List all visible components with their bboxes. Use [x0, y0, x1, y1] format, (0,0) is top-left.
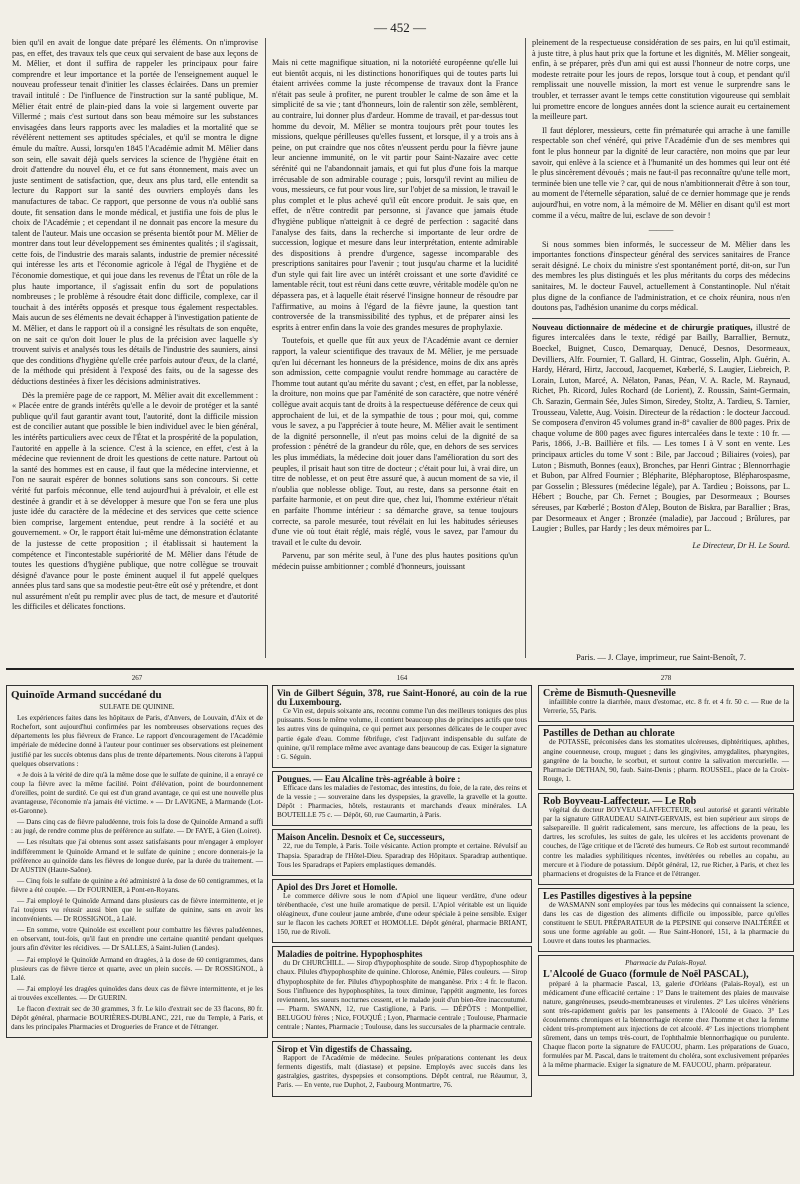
ad-paragraph: — En somme, votre Quinoïde est excellent pour combattre les fièvres paludéennes, en observant, tout-fois, qu'il faut en prendre une certaine quantité pendant quelques jours afin d'éviter les récidives. — Dr SALLES, à Saint-Julien (Landes). — [11, 926, 263, 953]
ad-vin-seguin — [272, 685, 532, 768]
ad-maison-ancelin — [272, 829, 532, 875]
column-divider — [525, 38, 526, 658]
article-paragraph: Si nous sommes bien informés, le successeur de M. Mêlier dans les importantes fonctions d'inspecteur général des services sanitaires de France serait désigné. Le choix du ministre s'est spontanément porté, dit-on, sur l'un des membres les plus distingués et les plus méritants du corps des médecins sanitaires, M. le docteur Fauvel, actuellement à Constantinople. Nul n'était plus digne de la confiance de l'administration, et ce choix réunira, nous n'en doutons pas, l'adhésion unanime du corps médical. — [532, 239, 790, 313]
ad-paragraph: — Dans cinq cas de fièvre paludéenne, trois fois la dose de Quinoïde Armand a suffi : au jugé, de rendre comme plus de préférence au sulfate. — Dr FAYE, à Gien (Loiret). — [11, 818, 263, 836]
ad-pastilles-pepsine — [538, 888, 794, 953]
ad-paragraph: — J'ai employé le Quinoïde Armand dans plusieurs cas de fièvre intermittente, et je l'ai toujours vu réussir aussi bien que le sulfate de quinine, sans en avoir les inconvénients. — Dr ROSSIGNOL, à Lalé. — [11, 896, 263, 924]
ad-chassaing — [272, 1041, 532, 1096]
ad-column-2 — [272, 674, 532, 1178]
ad-text: Le commerce délivre sous le nom d'Apiol une liqueur verdâtre, d'une odeur térébenthacée, c'est une huile aromatique de persil. L'Apiol véritable est un liquide oléagineux, d'une couleur jaune ambrée, d'une odeur spéciale à peine sensible. Exiger sur le flacon les cachets JORET et HOMOLLE. Dépôt général, pharmacie BRIANT, 150, rue de Rivoli. — [277, 891, 527, 937]
article-paragraph: Parvenu, par son mérite seul, à l'une des plus hautes positions qu'un médecin puisse ambitionner ; comblé d'honneurs, jouissant — [272, 551, 518, 571]
article-paragraph: bien qu'il en avait de longue date préparé les éléments. On n'improvise pas, en effet, des travaux tels que ceux qui servaient de base aux leçons de M. Mêlier, et dont il suffira de rappeler les principaux pour faire comprendre et leur importance et la portée de l'enseignement auquel le nouveau professeur tenait d'initier les classes éclairées. Dans un premier travail intitulé : De l'influence de l'instruction sur la santé publique, M. Mêlier était entré de plain-pied dans la voie si largement ouverte par Villermé ; mais c'est surtout dans son beau mémoire sur les substances envisagées dans leurs rapports avec les maladies et la mortalité que se révélèrent nettement ses aptitudes spéciales, et qu'il se montra le digne émule du maître. Aussi, lorsqu'en 1845 l'Académie admit M. Mêlier dans son sein, elle savait déjà quels services la science de l'hygiène était en droit d'attendre du nouvel élu, et ce fut sans étonnement, mais avec un juste sentiment de satisfaction, que, deux ans plus tard, elle entendit sa lecture du Rapport sur la santé des ouvriers employés dans les manufactures de tabac. Ce rapport, que personne de vous n'a oublié sans doute, fit sensation dans le monde médical, et justifia une fois de plus le choix de l'Académie ; et cependant il ne donnait pas encore la mesure du talent de l'auteur. Mais une occasion se présenta bientôt pour M. Mêlier de montrer dans tout leur développement ses éminentes qualités ; il s'agissait, cette fois, de l'industrie des marais salants, industrie de premier nécessité qui intéresse les arts et l'économie agricole à l'égal de l'hygiène et de l'économie domestique, et qui joue dans les revenus de l'État un rôle de la plus haute importance, il s'agissait enfin du sort de populations nombreuses ; le problème à résoudre était donc difficile, complexe, car il touchait à des intérêts opposés et presque tous également respectables. Mais aucun de ses éléments ne devait échapper à l'investigation patiente de M. Mêlier, et dans le rapport où il a consigné les résultats de son enquête, on ne sait ce qu'on doit louer le plus de la précision avec laquelle s'y trouvent suivis et analysés tous les détails de l'industrie des sauniers, ainsi que des conditions d'hygiène qu'elle crée parfois autour d'eux, de la clarté, de la méthode qui président à l'exposé des faits, ou de la sagesse des déductions destinées à fixer les décisions administratives. — [12, 38, 258, 386]
ad-paragraph: — Les résultats que j'ai obtenus sont assez satisfaisants pour m'engager à employer indifféremment le Quinoïde Armand et le sulfate de quinine ; encore donnerais-je la préférence au quinoïde dans les fièvres de longue durée, par la durée du traitement. — Dr AUSTIN (Haute-Saône). — [11, 838, 263, 874]
ad-title: Crème de Bismuth-Quesneville — [543, 688, 676, 700]
ad-paragraph: Les expériences faites dans les hôpitaux de Paris, d'Anvers, de Louvain, d'Aix et de Rochefort, sont aujourd'hui confirmées par les nombreuses observations reçues des départements les plus fiévreux de France. Le rapport d'encouragement de l'Académie impériale de médecine donné à l'auteur pour continuer ses observations est pleinement justifié par les succès obtenus dans plus de trente départements. Nous citerons à l'appui quelques observations : — [11, 714, 263, 768]
article-paragraph: Mais ni cette magnifique situation, ni la notoriété européenne qu'elle lui eut bientôt acquis, ni les distinctions honorifiques qui de toutes parts lui étaient arrivées comme la juste récompense de travaux dont la France n'était pas seule à profiter, ne purent troubler le calme de son âme et la simplicité de sa vie ; tant d'honneurs, loin de ralentir son zèle, semblèrent, au contraire, lui donner plus d'ardeur. Homme de travail, et par-dessus tout homme du devoir, M. Mêlier se montra toujours prêt pour toutes les missions, quelque périlleuses qu'elles fussent, et lorsque, il y a trois ans à peine, on put craindre que nos côtes n'eussent perdu pour la fièvre jaune leur ancienne immunité, on le vit partir pour Saint-Nazaire avec cette sérénité qui ne l'abandonnait jamais, et qui fut plus d'une fois la marque irrécusable de son admirable courage ; puis, lorsqu'il revint au milieu de vous, messieurs, ce fut pour vous lire, sur l'objet de sa mission, le travail le plus complet et le plus achevé qu'il eût encore produit. Je sais que, en effet, de n'être contredit par personne, si j'avance que jamais étude d'hygiène publique n'atteignit à ce degré de perfection : sagacité dans l'analyse des faits, dans la recherche si importante de leur ordre de succession, logique et mesure dans leur interprétation, entente admirable des dispositions à prendre d'urgence, sagesse incomparable des prescriptions sanitaires pour l'avenir ; tout jusqu'au charme et la lucidité d'un style qui fait lire avec un intérêt croissant et une sorte d'avidité ce lamentable récit, tout est réuni dans cette œuvre, véritable modèle qu'on ne dépassera pas, et à laquelle était réservé l'insigne honneur de résoudre par l'affirmative, au moins à l'égard de la fièvre jaune, la question tant controversée de la transmissibilité des typhus, et de préparer ainsi les esprits à entrer enfin dans la voie des grandes mesures de prophylaxie. — [272, 58, 518, 332]
ad-paragraph: — J'ai employé le Quinoïde Armand en dragées, à la dose de 60 centigrammes, dans plusieurs cas de fièvre tierce et quarte, avec un plein succès. — Dr ROSSIGNOL, à Lalé. — [11, 955, 263, 982]
ad-text: de WASMANN sont employées par tous les médecins qui connaissent la science, dans les cas de digestion des aliments difficile ou impossible, parce qu'elles constituent le SEUL PRÉPARATEUR de la PEPSINE qui conserve INALTÉRÉE et sous une forme agréable au goût. — Rue Saint-Honoré, 151, à la pharmacie du Louvre et dans toutes les pharmacies. — [543, 900, 789, 946]
ad-title: Pastilles de Dethan au chlorate — [543, 728, 675, 740]
ad-title: Vin de Gilbert Séguin, 378, rue Saint-Honoré, au coin de la rue du Luxembourg. — [277, 688, 527, 708]
article-column-2 — [272, 58, 518, 658]
ad-title: Maison Ancelin. Desnoix et Ce, successeurs, — [277, 832, 445, 843]
ad-title: Les Pastilles digestives à la pepsine — [543, 890, 692, 902]
ad-column-3 — [538, 674, 794, 1178]
ad-hypophosphites — [272, 946, 532, 1038]
ad-quinoide — [6, 685, 268, 1038]
ad-text: Rapport de l'Académie de médecine. Seules préparations contenant les deux ferments digestifs, malt (diastase) et pepsine. Employés avec succès dans les gastralgies, gastrites, dyspepsies et consomptions. Dépôt central, rue Réaumur, 3, Paris. — En vente, rue Duphot, 2, Faubourg Montmartre, 76. — [277, 1054, 527, 1090]
dictionary-title: Nouveau dictionnaire de médecine et de chirurgie pratiques, — [532, 322, 753, 332]
ad-creme-bismuth — [538, 685, 794, 722]
ad-number: 278 — [660, 674, 672, 682]
article-column-1 — [12, 38, 258, 658]
ad-number: 267 — [131, 674, 143, 682]
ad-text: Efficace dans les maladies de l'estomac, des intestins, du foie, de la rate, des reins et de la vessie ; — souveraine dans les dyspepsies, la gravelle, la gravelle et la goutte. Dépôt : Pharmacies, hôtels, restaurants et marchands d'eaux minérales. LA BOUTEILLE 75 c. — Dépôt, 60, rue Caumartin, à Paris. — [277, 783, 527, 820]
column-divider — [265, 38, 266, 658]
ad-title: L'Alcoolé de Guaco (formule de Noël PASCAL), — [543, 969, 749, 981]
ad-apiol — [272, 879, 532, 944]
ad-paragraph: Le flacon d'extrait sec de 30 grammes, 3 fr. Le kilo d'extrait sec de 33 flacons, 80 fr. Dépôt général, pharmacie BOURIÈRES-DUBLANC, 221, rue du Temple, à Paris, et dans les principales Pharmacies et Drogueries de France et de l'étranger. — [11, 1005, 263, 1032]
ad-text: de POTASSE, préconisées dans les stomatites ulcéreuses, diphtéritiques, aphthes, angine couenneuse, croup, muguet ; dans les gingivites, amygdalites, pharyngites, gangrène de la bouche, le scorbut, et surtout contre la salivation mercurielle. — Pharmacie DETHAN, 90, faub. Saint-Denis ; pharm. ROUSSEL, place de la Croix-Rouge, 1. — [543, 738, 789, 783]
ad-title: Rob Boyveau-Laffecteur. — Le Rob — [543, 795, 697, 807]
article-column-3 — [532, 38, 790, 658]
ad-paragraph: « Je dois à la vérité de dire qu'à la même dose que le sulfate de quinine, il a enrayé ce coup la fièvre avec la même facilité. Point d'élévation, point de bourdonnement d'oreilles, point de surdité. Ce qui est d'un grand avantage, ce qui est une nouvelle plus avantageuse, l'économie n'a jamais été victime. » — Dr LAVIGNE, à Marmande (Lot-et-Garonne). — [11, 770, 263, 816]
ad-text: infaillible contre la diarrhée, maux d'estomac, etc. 8 fr. et 4 fr. 50 c. — Rue de la Verrerie, 55, Paris. — [543, 698, 789, 716]
printer-line: Paris. — J. Claye, imprimeur, rue Saint-Benoît, 7. — [576, 652, 746, 662]
horizontal-rule — [532, 318, 790, 319]
ad-pougues — [272, 771, 532, 826]
article-paragraph: Il faut déplorer, messieurs, cette fin prématurée qui arrache à une famille respectable son chef vénéré, qui prive l'Académie d'un de ses membres qui font le plus honneur par la dignité de leur caractère, non moins que par leur savoir, qui enlève à la science et à l'humanité un des hommes qui leur ont été le plus sincèrement dévoués ; mais ne faut-il pas reconnaître qu'une telle mort, terminée bien une telle vie ? car, qui de nous n'ambitionnerait d'être à son tour, au moment de l'éternelle séparation, salué de ce dernier hommage que je rends aujourd'hui, en votre nom, à la mémoire de M. Mêlier en disant qu'il est mort comme il a vécu, maître de lui, esclave de son devoir ! — [532, 125, 790, 220]
ad-title: Pougues. — Eau Alcaline très-agréable à boire : — [277, 773, 461, 784]
ad-text: 22, rue du Temple, à Paris. Toile vésicante. Action prompte et certaine. Révulsif au Thapsia. Sparadrap de l'Hôtel-Dieu. Sparadrap des Hôpitaux. Sparadrap authentique. Tous les Sparadraps et Papiers emplastiques demandés. — [277, 842, 527, 869]
article-paragraph: pleinement de la respectueuse considération de ses pairs, en lui qu'il estimait, à juste titre, à plus haut prix que la fortune et les dignités, M. Mêlier songeait, enfin, à se préparer, près d'un ami qui est aussi l'honneur de notre corps, une modeste retraite pour les jours de repos, lorsque tout à coup, et pendant qu'il remplissait une nouvelle mission, la mort est venue le surprendre sans le troubler, et terrasser avant le temps cette constitution vigoureuse qui semblait lui promettre encore de longues années dont la science aurait eu certainement la meilleure part. — [532, 38, 790, 122]
ad-subtitle: Pharmacie du Palais-Royal. — [625, 959, 707, 968]
article-paragraph: Dès la première page de ce rapport, M. Mêlier avait dit excellemment : « Placée entre de grands intérêts qu'elle a le devoir de protéger et la santé publique qu'il faut garantir avant tout, l'autorité, dont la difficile mission est de concilier autant que possible le bien individuel avec le bien général, les intérêts particuliers avec ceux de l'État et la prospérité de la population, l'autorité en appelle à la science. C'est à la science, en effet, c'est à la médecine que reviennent de droit les questions de cette nature. Partout où la santé des hommes est en cause, il faut que la médecine intervienne, et l'on ne saurait espérer de bonnes solutions sans son concours. Si cette vérité fut parfois méconnue, elle tend aujourd'hui à prévaloir, et elle est destinée à grandir et à se développer à mesure que l'on se fera une plus juste idée du caractère de la médecine et des services que cette science bien comprise, largement entendue, peut rendre à la société et au gouvernement. » Or, le rapport était lui-même une démonstration éclatante de la justesse de cette proposition ; il établissait si hautement la compétence et l'incontestable supériorité de M. Mêlier dans l'étude de toutes les questions d'hygiène publique, que notre collègue se trouvait désigné d'avance pour le poste éminent auquel il fut appelé quelques années plus tard sans que sa modestie peut-être eût osé y prétendre, et dont nul assurément n'eût pu remplir avec plus de tact, de mesure et d'autorité les difficiles et délicates fonctions. — [12, 390, 258, 612]
ad-text: végétal du docteur BOYVEAU-LAFFECTEUR, seul autorisé et garanti véritable par la signature GIRAUDEAU SAINT-GERVAIS, est bien supérieur aux sirops de salsepareille. Il guérit radicalement, sans mercure, les affections de la peau, les dartres, les scrofules, les suites de gale, les ulcères et les accidents provenant de couches, de l'âge critique et de l'âcreté des humeurs. Ce Rob est surtout recommandé contre les maladies syphilitiques récentes, invétérées ou rebelles au copahu, au mercure et à l'iodure de potassium. Dépôt général, 12, rue Richer, à Paris, et chez les pharmaciens et droguistes de la France et de l'étranger. — [543, 806, 789, 878]
ad-text: préparé à la pharmacie Pascal, 13, galerie d'Orléans (Palais-Royal), est un médicament d'une efficacité certaine : 1° Dans le traitement des plaies de mauvaise nature, gangréneuses, pseudo-membraneuses et virulentes. 2° Les ulcères vénériens sont très-rapidement guéris par les pansements à l'Alcoolé de Guaco. 3° Les écoulements chroniques et la blennorrhagie récente chez l'homme et chez la femme cèdent très-promptement aux injections de cet alcoolé. 4° Les injections triomphent sûrement, dans un temps très-court, de l'ophthalmie blennorrhagique ou purulente. Chaque flacon porte la signature de FAUCOU, pharm. Les préparations de Guaco, formulées par M. Pascal, dans le traitement du choléra, sont exclusivement préparées à la même pharmacie. Exiger la signature de M. FAUCOU, pharm. préparateur. — [543, 979, 789, 1070]
ad-text: Ce Vin est, depuis soixante ans, reconnu comme l'un des meilleurs toniques des plus puissants. Sous le même volume, il contient beaucoup plus de principes actifs que tous les autres vins de quinquina, ce qui permet aux personnes délicates de le couper avec partie égale d'eau. Comme fébrifuge, c'est l'adjuvant indispensable du sulfate de quinine, qu'il remplace même avec avantage dans beaucoup de cas. Exiger la signature : G. Séguin. — [277, 707, 527, 761]
article-paragraph: Toutefois, et quelle que fût aux yeux de l'Académie avant ce dernier rapport, la valeur scientifique des travaux de M. Mêlier, je me persuade qu'en lui décernant les honneurs de la présidence, moins de dix ans après son admission, cette compagnie voulut rendre hommage au caractère de l'homme tout autant qu'au mérite du savant ; c'est, en effet, par la noblesse, la droiture, non moins que par l'aménité de son caractère, que notre vénéré collègue avait acquis tant de droits à la respectueuse déférence de ceux qui approchaient de lui, et de la sympathie de tous ; pour moi, qui, comme vous le savez, a pu l'apprécier à toute heure, M. Mêlier avait le sentiment de la dignité personnelle, il n'eut pas moins celui de la dignité de sa profession : pénétré de la grandeur du rôle, que, en dehors de ses services les plus immédiats, la médecine doit jouer dans l'amélioration du sort des peuples, il prisait haut son titre de docteur ; c'était pour lui, à vrai dire, un titre de noblesse, et on peut être assuré que, à aucun moment de sa vie, il n'oublia que noblesse oblige. Tout, au reste, dans sa personne était en parfaite harmonie, et on peut dire que, chez lui, l'homme extérieur n'était en parfaite l'homme intérieur : sa démarche grave, sa tenue toujours correcte, sa parole mesurée, tout révélait en lui les habitudes sérieuses d'une vie où tout était réglé, mais réglé, vous le savez, par l'amour du travail et le culte du devoir. — [272, 336, 518, 547]
dictionary-text: illustré de figures intercalées dans le texte, rédigé par Bailly, Barrallier, Bernutz, Boeckel, Buignet, Cusco, Demarquay, Denucé, Desnos, Desormeaux, Devilliers, Alfr. Fournier, T. Gallard, H. Gintrac, Gosselin, Alph. Guérin, A. Hardy, Hérard, Hirtz, Jaccoud, Jacquemet, Kœberlé, S. Laugier, Liebreich, P. Lorain, Luton, Marcé, A. Nélaton, Panas, Péan, V. A. Racle, M. Raynaud, Richet, Ph. Ricord, Jules Rochard (de Lorient), Z. Roussin, Saint-Germain, Ch. Sarazin, Germain Sée, Jules Simon, Siredey, Stoltz, A. Tardieu, S. Tarnier, Trousseau, Valette, Aug. Voisin. Directeur de la rédaction : le docteur Jaccoud. Se composera d'environ 45 volumes grand in-8° cavalier de 800 pages. Prix de chaque volume de 800 pages avec figures intercalées dans le texte : 10 fr. — Paris, 1866, J.-B. Baillière et fils. — Les tomes I à V sont en vente. Les principaux articles du tome V sont : Bile, par Jaccoud ; Biliaires (voies), par Luton ; Bismuth, Bonnes (eaux), Bronches, par Henri Gintrac ; Blennorrhagie et Bubon, par Alfred Fournier ; Blépharite, Blépharoptose, Blépharospasme, par Gosselin ; Blessures (médecine légale), par A. Tardieu ; Boissons, par L. Hébert ; Bouche, par Ch. Fernet ; Bougies, par Desormeaux ; Bourses séreuses, par Kœberlé ; Boston d'Alep, Bouton de Biskra, par Barallier ; Bras, par Desormeaux et Anger ; Bronzée (maladie), par Jaccoud ; Brûlures, par Laugier ; Bulles, par Hardy ; les deux mémoires par L. — [532, 322, 790, 534]
ad-subtitle: SULFATE DE QUININE. — [99, 703, 175, 712]
ad-title: Apiol des Drs Joret et Homolle. — [277, 881, 398, 892]
ad-title: Maladies de poitrine. Hypophosphites — [277, 949, 423, 960]
ad-number: 164 — [396, 674, 408, 682]
director-signature: Le Directeur, Dr H. Le Sourd. — [692, 540, 790, 550]
ad-column-1 — [6, 674, 268, 1178]
ad-title: Quinoïde Armand succédané du — [11, 689, 162, 702]
ad-paragraph: — J'ai employé les dragées quinoïdes dans deux cas de fièvre intermittente, et je les ai trouvées excellentes. — Dr GUERIN. — [11, 984, 263, 1002]
page-number: — 452 — — [374, 20, 426, 35]
advertisement-separator — [6, 668, 794, 670]
ad-alcoole-guaco — [538, 955, 794, 1076]
ad-title: Sirop et Vin digestifs de Chassaing. — [277, 1044, 412, 1055]
ad-rob-boyveau — [538, 793, 794, 885]
ad-text: du Dr CHURCHILL. — Sirop d'hypophosphite de soude. Sirop d'hypophosphite de chaux. Pilules d'hypophosphite de quinine. Chlorose, Anémie, Pâles couleurs. — Sirop d'hypophosphite de fer. Pilules d'hypophosphite de manganèse. Prix : 4 fr. le flacon. Sous l'influence des hypophosphites, la toux diminue, l'appétit augmente, les forces reviennent, les sueurs nocturnes cessent, et le malade jouit d'un bien-être inaccoutumé. — Pharm. SWANN, 12, rue Castiglione, à Paris. — DÉPÔTS : Montpellier, BELUGOU frères ; Nice, FOUQUÉ ; Lyon, Pharmacie centrale ; Toulouse, Pharmacie centrale ; Nantes, Pharmacie ; Toulouse, dans les succursales de la pharmacie centrale. — [277, 959, 527, 1031]
ad-pastilles-dethan — [538, 725, 794, 790]
section-separator: ——— — [648, 225, 674, 235]
ad-paragraph: — Cinq fois le sulfate de quinine a été administré à la dose de 60 centigrammes, et la fièvre a été coupée. — Dr FOURNIER, à Pont-en-Royans. — [11, 876, 263, 894]
